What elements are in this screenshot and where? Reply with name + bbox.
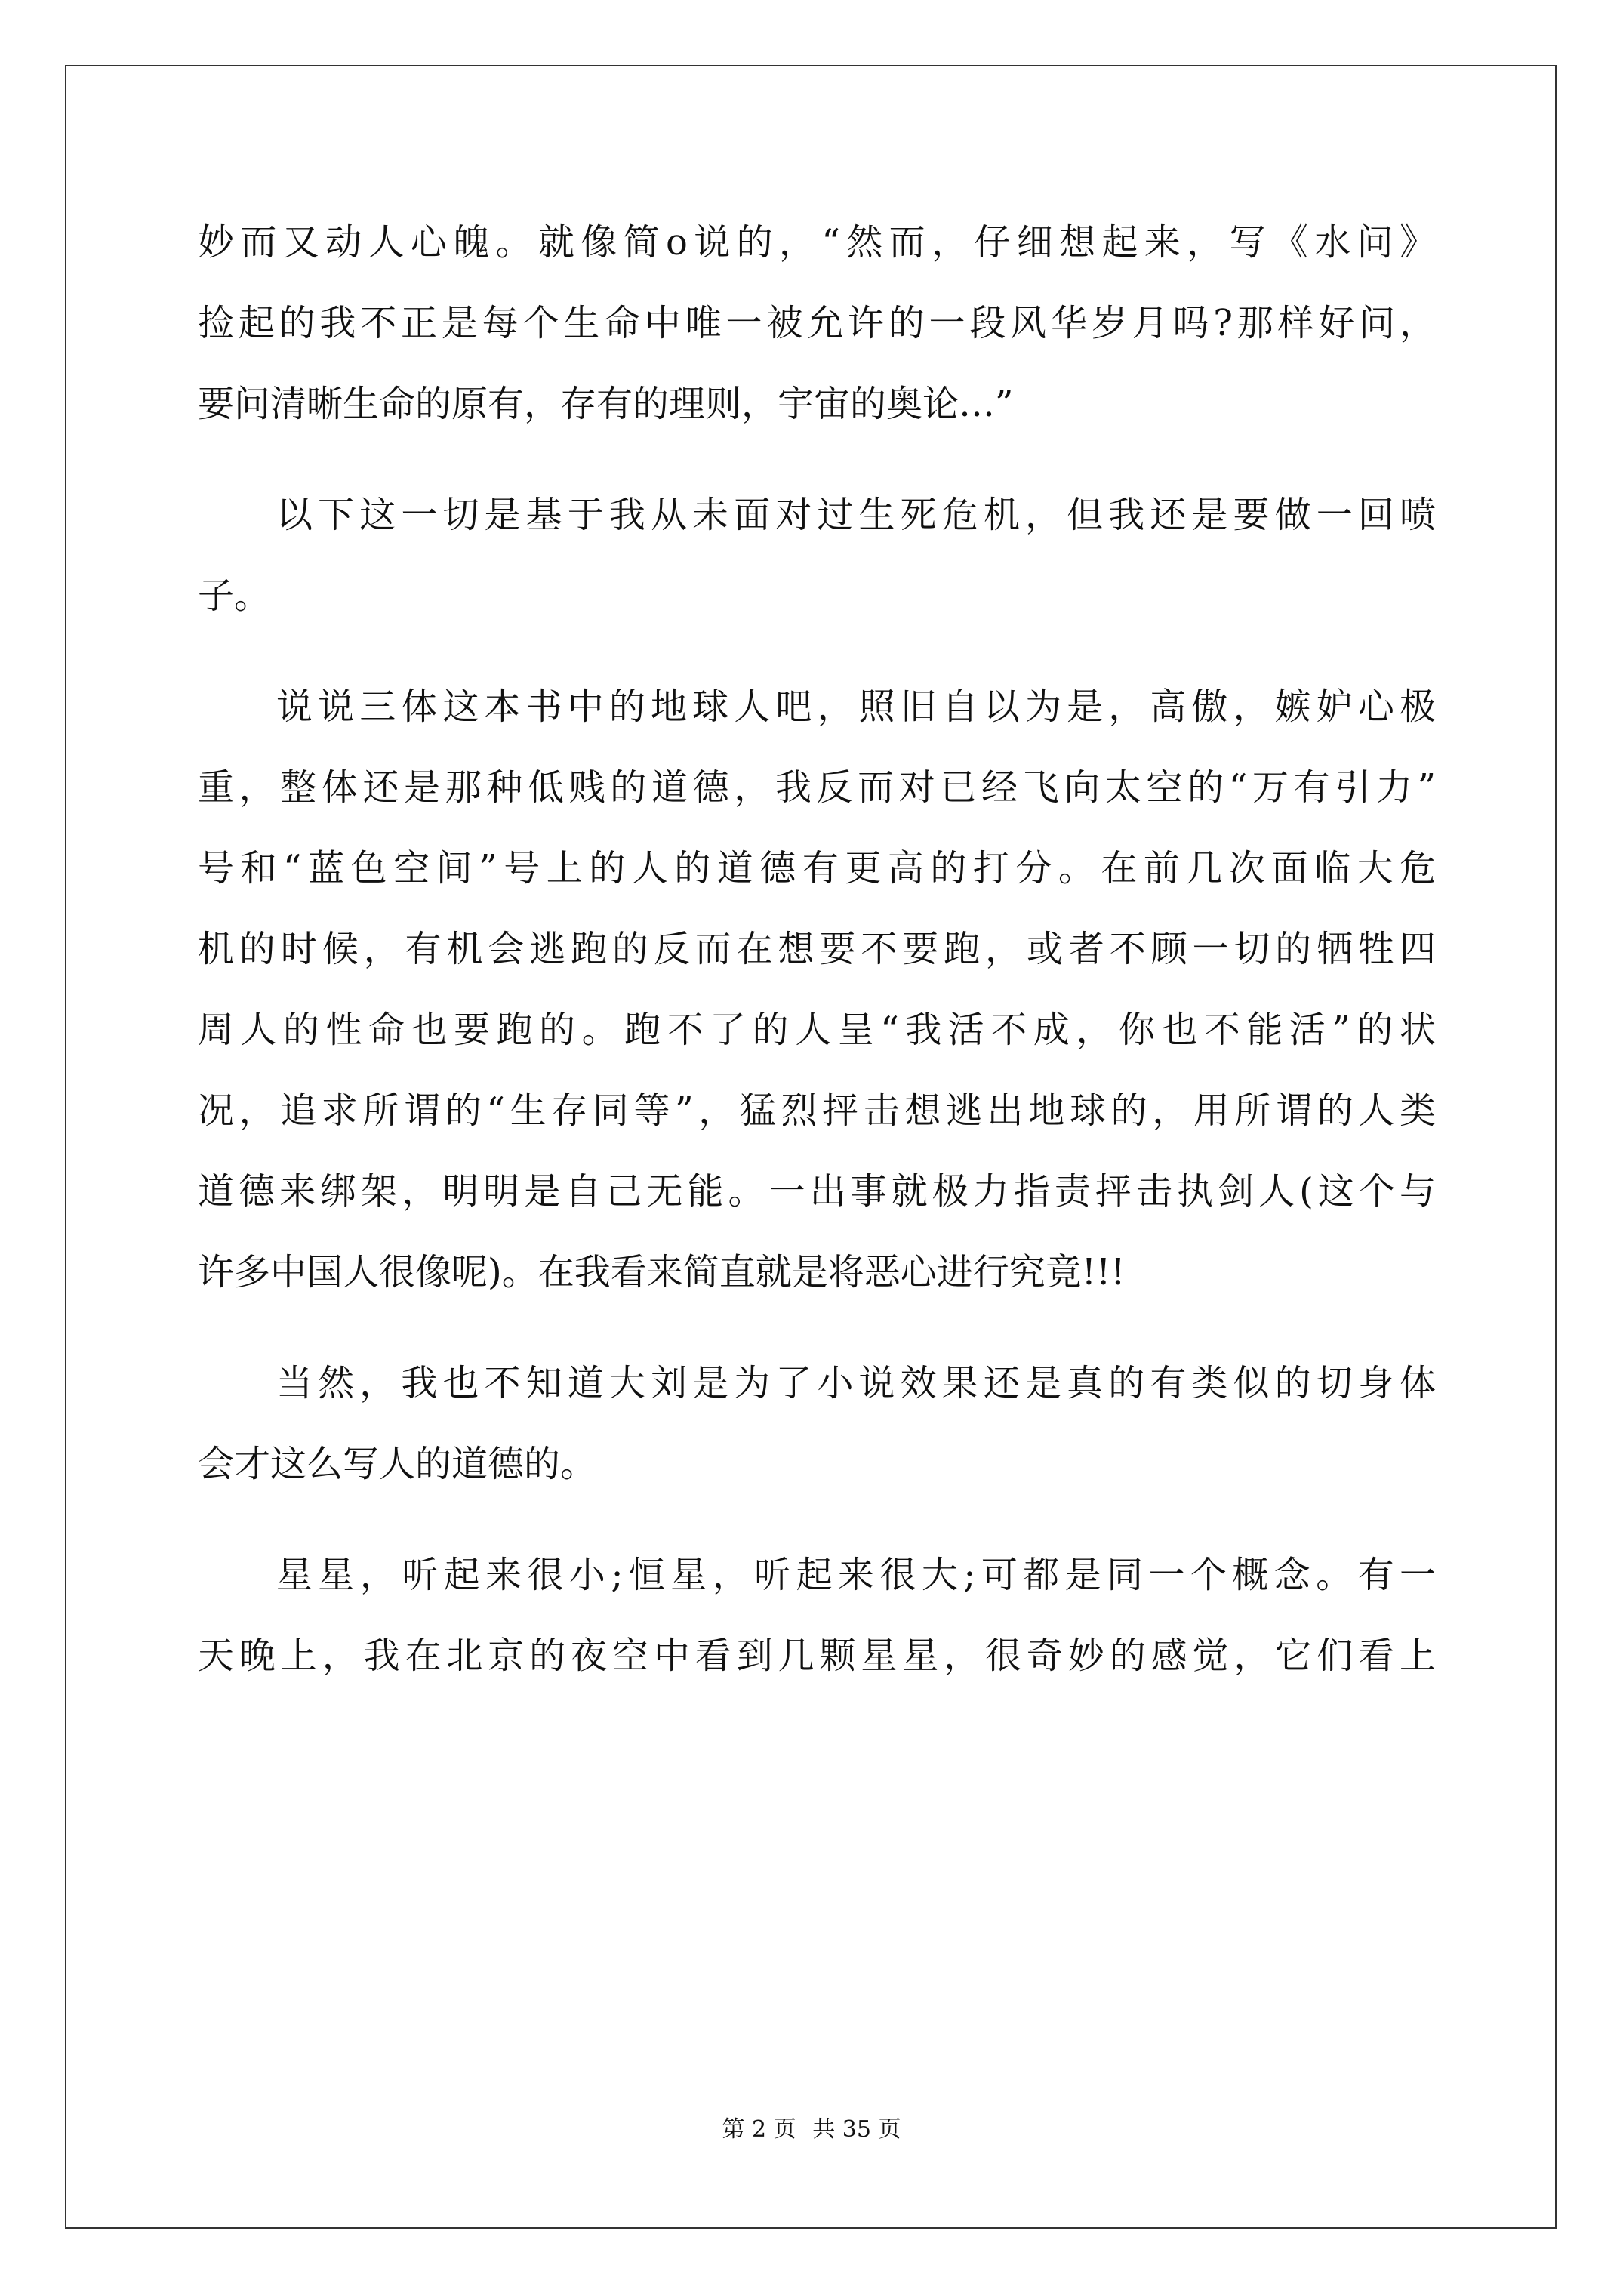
text-line: 星星，听起来很小;恒星，听起来很大;可都是同一个概念。有一 [276, 1554, 1436, 1596]
page-number: 第 2 页 [722, 2116, 796, 2143]
text-line: 天晚上，我在北京的夜空中看到几颗星星，很奇妙的感觉，它们看上 [198, 1635, 1436, 1677]
text-line: 道德来绑架，明明是自己无能。一出事就极力指责抨击执剑人(这个与 [198, 1170, 1436, 1213]
text-line: 号和“蓝色空间”号上的人的道德有更高的打分。在前几次面临大危 [198, 847, 1436, 889]
paragraph [198, 202, 1436, 445]
paragraph [198, 475, 1436, 636]
document-body [198, 202, 1436, 1697]
text-line: 重，整体还是那种低贱的道德，我反而对已经飞向太空的“万有引力” [198, 766, 1436, 809]
text-line: 捡起的我不正是每个生命中唯一被允许的一段风华岁月吗?那样好问， [198, 302, 1436, 344]
text-line: 周人的性命也要跑的。跑不了的人呈“我活不成，你也不能活”的状 [198, 1009, 1436, 1051]
text-line: 要问清晰生命的原有，存有的理则，宇宙的奥论…” [198, 383, 1014, 425]
page-footer [0, 2110, 1623, 2143]
page-total: 共 35 页 [812, 2116, 901, 2143]
text-line: 子。 [198, 575, 271, 617]
paragraph [198, 1535, 1436, 1697]
text-line: 以下这一切是基于我从未面对过生死危机，但我还是要做一回喷 [276, 494, 1436, 536]
text-line: 当然，我也不知道大刘是为了小说效果还是真的有类似的切身体 [276, 1362, 1436, 1404]
text-line: 会才这么写人的道德的。 [198, 1443, 597, 1485]
text-line: 许多中国人很像呢)。在我看来简直就是将恶心进行究竟!!! [198, 1251, 1126, 1293]
paragraph [198, 1343, 1436, 1505]
paragraph [198, 667, 1436, 1313]
text-line: 况，追求所谓的“生存同等”，猛烈抨击想逃出地球的，用所谓的人类 [198, 1089, 1436, 1132]
text-line: 说说三体这本书中的地球人吧，照旧自以为是，高傲，嫉妒心极 [276, 686, 1436, 728]
text-line: 妙而又动人心魄。就像简o说的，“然而，仔细想起来，写《水问》 [198, 221, 1436, 264]
text-line: 机的时候，有机会逃跑的反而在想要不要跑，或者不顾一切的牺牲四 [198, 928, 1436, 970]
